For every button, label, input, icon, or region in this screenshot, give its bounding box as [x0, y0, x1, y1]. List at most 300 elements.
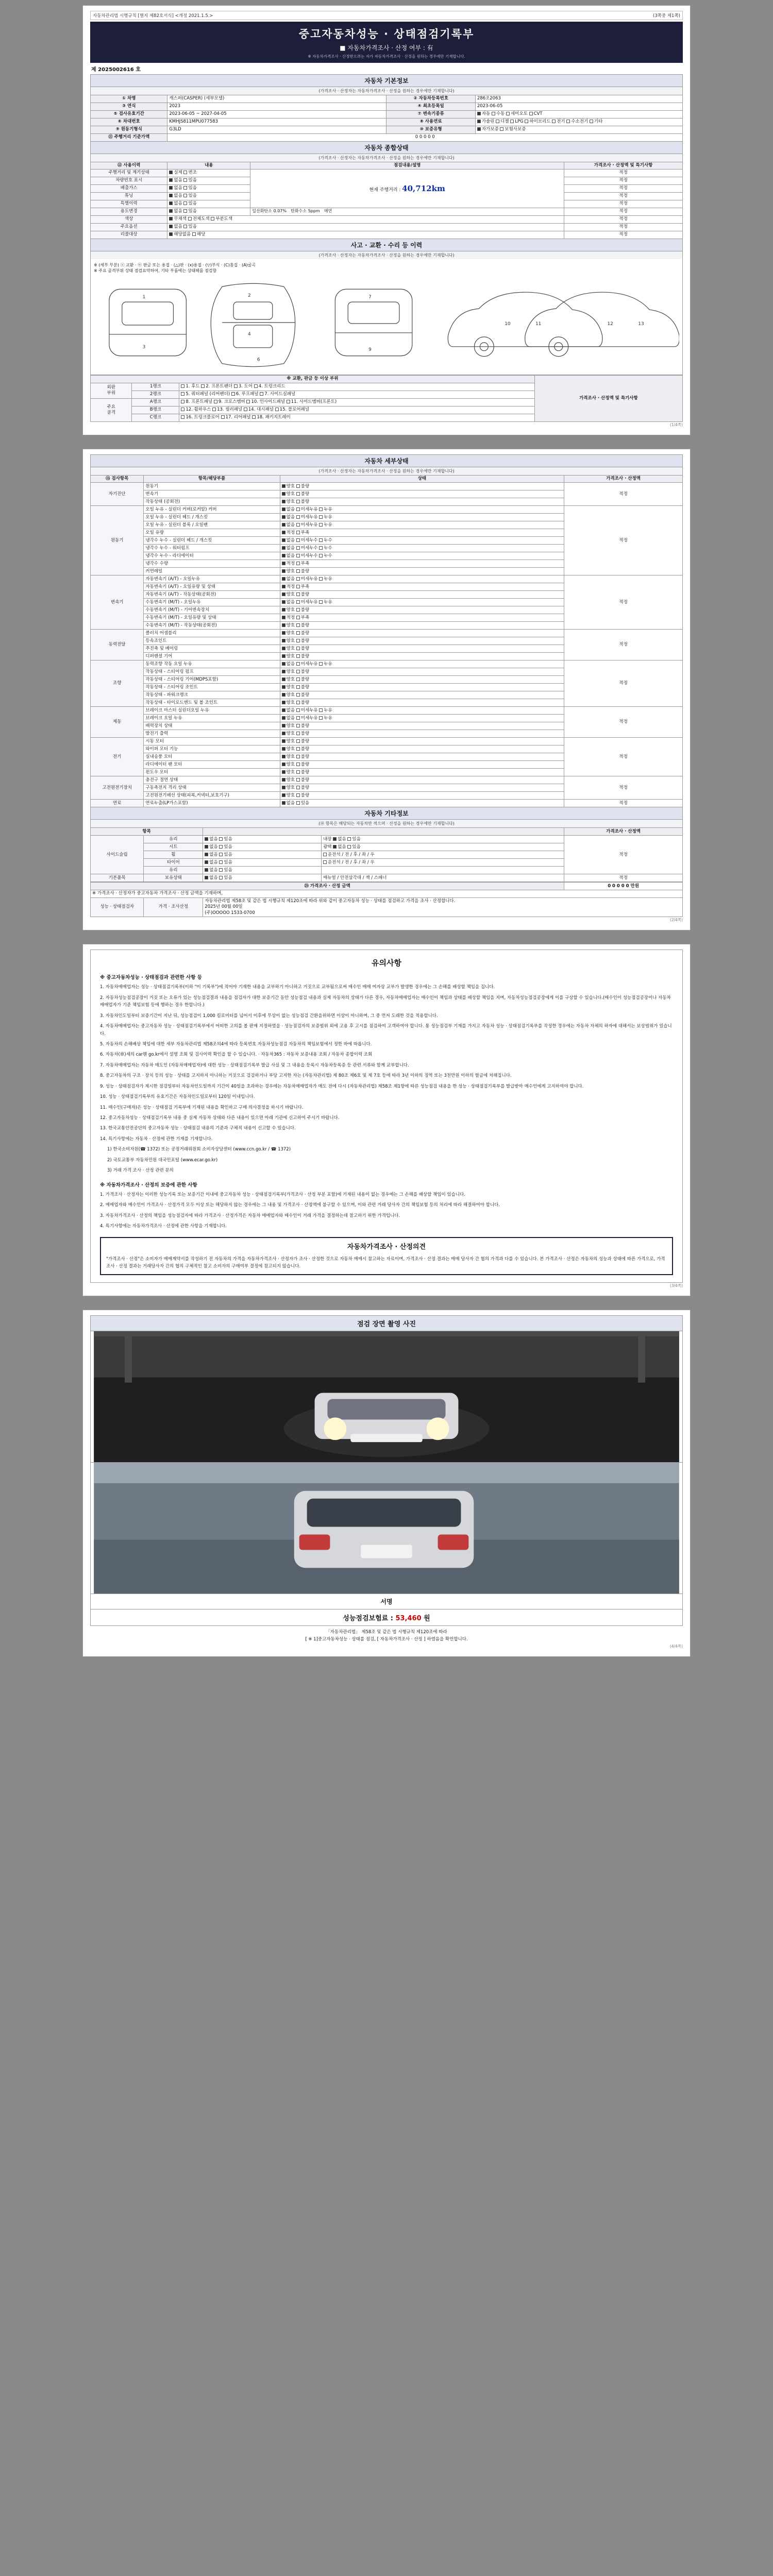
checkbox-1-3-0[interactable]	[282, 531, 285, 534]
document-number	[91, 65, 683, 73]
checkbox-6-4-0[interactable]	[282, 770, 285, 774]
checkbox-side-member[interactable]	[287, 400, 290, 403]
checkbox-1-8-1[interactable]	[296, 569, 300, 573]
checkbox-0-2-0[interactable]	[282, 500, 285, 503]
table-row	[91, 800, 683, 807]
checkbox-2-1-0[interactable]	[282, 585, 285, 588]
etc-note-2: 적정	[564, 874, 683, 882]
checkbox-1-6-2[interactable]	[319, 554, 323, 557]
notice-item: 9. 성능 · 상태점검자가 제시한 점검일부터 자동차인도일까지 기간이 40일을 초과하는 경우에는 자동차매매업자가 매도 전에 다시 (자동차관리법) 제58조 제1항에 따른 성능점검 내용을 한 성능 · 상태점검기록부를 발급받아 매수인에게 고지하여야 합니다.	[100, 1083, 584, 1089]
detail-group-5: 제동	[91, 707, 144, 738]
detail-group-note-8: 적정	[564, 800, 683, 807]
checkbox-fuel-h2[interactable]	[566, 120, 570, 123]
checkbox-cross-member[interactable]	[214, 400, 217, 403]
checkbox-fuel-lpg[interactable]	[510, 120, 514, 123]
notice-item: 1. 가격조사 · 산정자는 이러한 성능기록 또는 보증기간 이내에 중고자동차 성능 · 상태점검기록부(가격조사 · 산정 부분 포함)에 기재된 내용이 없는 경우에는 그 손해를 배상할 책임이 있습니다.	[100, 1192, 465, 1197]
etc-row-extra-1: 광택 없음 있음	[322, 843, 564, 851]
checkbox-6-2-0[interactable]	[282, 755, 285, 758]
checkbox-1-1-0[interactable]	[282, 515, 285, 519]
checkbox-1-3-1[interactable]	[296, 531, 300, 534]
checkbox-side-sill[interactable]	[260, 392, 263, 396]
detail-part: 작동상태 (공회전)	[144, 498, 280, 506]
detail-part: 원동기	[144, 483, 280, 490]
etc-row-extra-2	[322, 851, 564, 859]
notice-item: 5. 자동차의 손해배상 책임에 대한 세부 자동차관리법 제58조의4에 따라 등록번호 자동차성능점검 자동차의 책임보험에서 정한 바에 따릅니다.	[100, 1041, 372, 1047]
overall-row-opt-6: 무채색 전체도색 부분도색	[167, 215, 564, 223]
overall-header-2: 점검내용/설명	[250, 162, 564, 169]
checkbox-1-2-0[interactable]	[282, 523, 285, 527]
checkbox-door[interactable]	[234, 384, 238, 388]
checkbox-8-0-1[interactable]	[296, 801, 300, 805]
checkbox-history-none[interactable]	[169, 201, 173, 205]
checkbox-7-1-0[interactable]	[282, 786, 285, 789]
price-note-0: ※ 가격조사 · 산정자가 중고자동차 가격조사 · 산정 금액을 기재하며,	[91, 890, 683, 897]
rank-1-items: 1. 후드 2. 프론트팬더 3. 도어 4. 트렁크리드	[179, 383, 534, 391]
checkbox-mileage-altered[interactable]	[183, 171, 187, 174]
detail-state-cell: 적정 부족	[280, 583, 564, 591]
checkbox-2-3-0[interactable]	[282, 600, 285, 604]
section-overall-subtitle: (가격조사 · 산정자는 자동차가격조사 · 산정을 원하는 경우에만 기재합니다)	[90, 154, 683, 162]
checkbox-trans-manual[interactable]	[492, 112, 495, 115]
overall-row-label-1: 차량번호 표시	[91, 177, 167, 184]
checkbox-fuel-etc[interactable]	[590, 120, 593, 123]
section-detail-subtitle: (가격조사 · 산정자는 자동차가격조사 · 산정을 원하는 경우에만 기재합니다)	[90, 467, 683, 475]
insurance-fee-unit: 원	[424, 1615, 430, 1623]
detail-state-cell: 없음 미세누유 누유	[280, 506, 564, 514]
checkbox-4-5-1[interactable]	[296, 701, 300, 704]
checkbox-glass2-yes[interactable]	[219, 868, 223, 872]
notice-item: 2. 자동차성능점검공장이 거짓 또는 오류가 있는 성능점검결과 내용을 점검자가 대한 보증기간 동안 성능점검 내용과 실제 자동차의 상태가 다른 경우, 자동차매매업자는 매수인이 책임과 상태를 배상할 책임을 지며, 자동차성능점검공장에게 이를 구상할 수 있습니다.(매수인이 성능점검공장이나 자동차매매업자가 기준 책임보험 등에 행하는 경우 한합니다.)	[100, 995, 671, 1008]
checkbox-4-0-1[interactable]	[296, 662, 300, 666]
detail-state-cell: 양호 불량	[280, 745, 564, 753]
detail-state-cell: 양호 불량	[280, 622, 564, 630]
checkbox-seat-none[interactable]	[205, 845, 208, 849]
checkbox-3-0-1[interactable]	[296, 631, 300, 635]
checkbox-4-4-1[interactable]	[296, 693, 300, 697]
table-row	[91, 506, 683, 514]
section-basic-title: 자동차 기본정보	[90, 74, 683, 87]
value-regno: 286조2063	[475, 95, 682, 103]
checkbox-7-2-1[interactable]	[296, 793, 300, 797]
checkbox-2-4-1[interactable]	[296, 608, 300, 612]
etc-note: 적정	[564, 836, 683, 874]
checkbox-0-1-0[interactable]	[282, 492, 285, 496]
checkbox-interior-none[interactable]	[333, 837, 337, 841]
overall-header-1: 내용	[167, 162, 250, 169]
detail-part: 와이퍼 모터 기능	[144, 745, 280, 753]
checkbox-1-2-2[interactable]	[319, 523, 323, 527]
checkbox-1-5-0[interactable]	[282, 546, 285, 550]
checkbox-2-2-0[interactable]	[282, 592, 285, 596]
checkbox-1-0-0[interactable]	[282, 507, 285, 511]
notice-item: 14. 특기사항에는 자동차 · 산정에 관한 기재를 기재합니다.	[100, 1136, 213, 1142]
checkbox-3-3-0[interactable]	[282, 654, 285, 658]
overall-emission-cell	[250, 208, 564, 215]
checkbox-wheel-yes[interactable]	[219, 853, 223, 856]
checkbox-2-6-1[interactable]	[296, 623, 300, 627]
checkbox-5-0-0[interactable]	[282, 708, 285, 712]
checkbox-trans-auto[interactable]	[477, 112, 481, 115]
checkbox-1-2-1[interactable]	[296, 523, 300, 527]
checkbox-4-5-0[interactable]	[282, 701, 285, 704]
detail-group-8: 연료	[91, 800, 144, 807]
etc-row-label-5: 보유상태	[144, 874, 203, 882]
checkbox-glass-yes[interactable]	[219, 837, 223, 841]
checkbox-fuel-gasoline[interactable]	[477, 120, 481, 123]
form-page-ref: (3쪽중 제1쪽)	[653, 13, 680, 19]
checkbox-trunk-lid[interactable]	[254, 384, 258, 388]
checkbox-2-0-0[interactable]	[282, 577, 285, 581]
checkbox-2-6-0[interactable]	[282, 623, 285, 627]
detail-part: 오일 누유 - 실린더 헤드 / 개스킷	[144, 514, 280, 521]
checkbox-rear-panel[interactable]	[221, 415, 225, 419]
accident-frame-header: ※ 교환, 판금 등 이상 부위	[91, 375, 535, 383]
checkbox-2-5-1[interactable]	[296, 616, 300, 619]
checkbox-7-0-1[interactable]	[296, 778, 300, 782]
emission-smoke-label: 매연	[324, 209, 332, 214]
etc-header-0: 항목	[91, 828, 203, 836]
label-odo: ⑪ 주행거리 기준가액	[91, 133, 167, 141]
svg-text:1: 1	[142, 295, 146, 300]
detail-part: 커먼레일	[144, 568, 280, 575]
checkbox-inside-panel[interactable]	[246, 400, 250, 403]
label-regno: ② 자동차등록번호	[386, 95, 475, 103]
overall-row-label-5: 용도변경	[91, 208, 167, 215]
checkbox-5-2-1[interactable]	[296, 724, 300, 727]
overall-mileage-cell: 현재 주행거리 : 40,712km	[250, 169, 564, 208]
rank-c-items: 16. 트렁크플로어 17. 리어패널 18. 패키지트레이	[179, 414, 534, 421]
group-outer-panel: 외판 부위	[91, 383, 132, 398]
detail-state-cell: 적정 부족	[280, 529, 564, 537]
checkbox-5-1-0[interactable]	[282, 716, 285, 720]
checkbox-4-2-0[interactable]	[282, 677, 285, 681]
checkbox-8-0-0[interactable]	[282, 801, 285, 805]
detail-group-note-5: 적정	[564, 707, 683, 738]
checkbox-2-3-2[interactable]	[319, 600, 323, 604]
checkbox-0-1-1[interactable]	[296, 492, 300, 496]
etc-row-extra-4	[322, 867, 564, 874]
checkbox-2-2-1[interactable]	[296, 592, 300, 596]
table-row	[91, 738, 683, 745]
value-odo: 0 0 0 0 0	[167, 133, 683, 141]
checkbox-wheel-none[interactable]	[205, 853, 208, 856]
checkbox-glass-none[interactable]	[205, 837, 208, 841]
checkbox-5-0-2[interactable]	[319, 708, 323, 712]
detail-part: 작동상태 - 스티어링 펌프	[144, 668, 280, 676]
checkbox-3-0-0[interactable]	[282, 631, 285, 635]
checkbox-5-1-1[interactable]	[296, 716, 300, 720]
notice-item: 8. 중고자동차의 구조 · 장치 등의 성능 · 상태를 고지하지 아니하는 거짓으로 검검하거나 부당 고지한 자는 (자동차관리법) 제 80조 제6호 및 제 7호 등에 따라 3년 이하의 징역 또는 3천만원 이하의 벌금에 처해집니다.	[100, 1073, 512, 1079]
value-engine: G3LD	[167, 126, 386, 133]
checkbox-usechange-yes[interactable]	[183, 209, 187, 213]
rank-a-label: A랭크	[132, 398, 179, 406]
detail-part: 자동변속기 (A/T) - 오일유량 및 상태	[144, 583, 280, 591]
checkbox-polish-none[interactable]	[333, 845, 337, 849]
checkbox-7-2-0[interactable]	[282, 793, 285, 797]
checkbox-trans-semi[interactable]	[506, 112, 510, 115]
checkbox-fuel-diesel[interactable]	[496, 120, 499, 123]
checkbox-6-3-1[interactable]	[296, 762, 300, 766]
notice-item: 7. 자동차매매업자는 자동차 매도인 (자동차매매업자)에 대한 성능 · 상태점검기록부 발급 사실 및 그 내용을 등록시 자동차등록증 등 관련 서류와 함께 교부합니다.	[100, 1062, 409, 1068]
detail-state-cell: 없음 미세누수 누수	[280, 545, 564, 552]
etc-row-label-2: 휠	[144, 851, 203, 859]
svg-text:7: 7	[368, 295, 372, 300]
checkbox-7-1-1[interactable]	[296, 786, 300, 789]
detail-part: 오일 유량	[144, 529, 280, 537]
detail-state-cell: 양호 불량	[280, 498, 564, 506]
checkbox-2-1-1[interactable]	[296, 585, 300, 588]
detail-part: 연료누출(LP가스포함)	[144, 800, 280, 807]
svg-text:9: 9	[368, 347, 372, 352]
checkbox-1-7-0[interactable]	[282, 562, 285, 565]
notice-item: 3. 자동차인도일부터 보증기간이 지난 뒤, 성능점검이 1,000 킬로미터를 넘어서 이후에 무상이 없는 성능점검 간환을위하면 이상이 아니하며, 그 중 먼저 도래한 것을 적용합니다.	[100, 1013, 438, 1019]
table-row	[91, 575, 683, 583]
checkbox-2-3-1[interactable]	[296, 600, 300, 604]
etc-row-extra-3	[322, 859, 564, 867]
footer-line-1: 「자동차관리법」 제58조 및 같은 법 시행규칙 제120조에 따라	[326, 1630, 447, 1635]
overall-row-label-4: 특별이력	[91, 200, 167, 208]
checkbox-tire-pos[interactable]	[323, 860, 327, 864]
checkbox-1-0-2[interactable]	[319, 507, 323, 511]
checkbox-2-4-0[interactable]	[282, 608, 285, 612]
detail-state-cell: 없음 미세누유 누유	[280, 660, 564, 668]
checkbox-wheel-house[interactable]	[181, 408, 184, 411]
value-year: 2023	[167, 103, 386, 110]
checkbox-5-0-1[interactable]	[296, 708, 300, 712]
checkbox-color-partial[interactable]	[211, 217, 214, 221]
checkbox-3-2-0[interactable]	[282, 647, 285, 650]
checkbox-basic-yes[interactable]	[219, 876, 223, 879]
checkbox-0-0-1[interactable]	[296, 484, 300, 488]
checkbox-4-3-0[interactable]	[282, 685, 285, 689]
checkbox-5-3-1[interactable]	[296, 732, 300, 735]
checkbox-6-1-0[interactable]	[282, 747, 285, 751]
checkbox-1-0-1[interactable]	[296, 507, 300, 511]
checkbox-trunk-floor[interactable]	[181, 415, 184, 419]
checkbox-4-3-1[interactable]	[296, 685, 300, 689]
detail-part: 냉각수 누수 - 실린더 헤드 / 개스킷	[144, 537, 280, 545]
checkbox-warranty-insurer[interactable]	[500, 127, 503, 131]
checkbox-seat-yes[interactable]	[219, 845, 223, 849]
svg-text:2: 2	[247, 293, 251, 299]
checkbox-fuel-hybrid[interactable]	[525, 120, 528, 123]
checkbox-wheel-pos[interactable]	[323, 853, 327, 856]
checkbox-1-6-1[interactable]	[296, 554, 300, 557]
detail-state-cell: 양호 불량	[280, 792, 564, 800]
document-title-note: ※ 자동차가격조사 · 산정받으려는 자가 자동차가격조사 · 산정을 원하는 경우에만 기재합니다.	[308, 54, 465, 59]
notice-item-list	[100, 984, 673, 1143]
checkbox-1-4-0[interactable]	[282, 538, 285, 542]
detail-part: 오일 누유 - 실린더 블록 / 오일팬	[144, 521, 280, 529]
etc-row-label-0: 유리	[144, 836, 203, 843]
overall-row-opt-3: 없음 있음	[167, 192, 250, 200]
checkbox-tuning-yes[interactable]	[183, 194, 187, 197]
checkbox-option-yes[interactable]	[183, 225, 187, 228]
signature-bar: 서명	[90, 1594, 683, 1609]
checkbox-hood[interactable]	[181, 384, 184, 388]
notice-item: 3. 자동차가격조사 · 산정의 책임을 성능점검자에 따라 가격조사 · 산정가격은 자동차 매매업자와 매수인이 거래 가격을 결정하는데 참고하기 위한 가격입니다.	[100, 1213, 400, 1218]
checkbox-5-1-2[interactable]	[319, 716, 323, 720]
checkbox-0-2-1[interactable]	[296, 500, 300, 503]
detail-group-7: 고전원전기장치	[91, 776, 144, 800]
price-phone: 1533-0700	[231, 910, 255, 916]
insurance-fee-bar	[90, 1609, 683, 1626]
car-diagram	[94, 274, 679, 371]
detail-header-2: 상태	[280, 475, 564, 482]
detail-part: 작동상태 - 스티어링 조인트	[144, 684, 280, 691]
checkbox-mileage-actual[interactable]	[169, 171, 173, 174]
price-note-1	[203, 897, 683, 917]
checkbox-1-1-2[interactable]	[319, 515, 323, 519]
svg-text:6: 6	[257, 357, 260, 363]
checkbox-warranty-self[interactable]	[477, 127, 481, 131]
checkbox-front-fender[interactable]	[201, 384, 205, 388]
detail-part: 수동변속기 (M/T) - 오일유량 및 상태	[144, 614, 280, 622]
detail-part: 라디에이터 팬 모터	[144, 761, 280, 769]
value-carname: 캐스퍼(CASPER) (세부모델)	[167, 95, 386, 103]
etc-row-label-1: 시트	[144, 843, 203, 851]
checkbox-dash-panel[interactable]	[244, 408, 247, 411]
checkbox-interior-yes[interactable]	[347, 837, 351, 841]
overall-row-opt-0: 실제 변조	[167, 169, 250, 177]
detail-state-cell: 양호 불량	[280, 568, 564, 575]
checkbox-3-2-1[interactable]	[296, 647, 300, 650]
checkbox-7-0-0[interactable]	[282, 778, 285, 782]
checkbox-tire-none[interactable]	[205, 860, 208, 864]
checkbox-4-0-0[interactable]	[282, 662, 285, 666]
checkbox-3-3-1[interactable]	[296, 654, 300, 658]
photo-rear	[90, 1463, 683, 1594]
checkbox-4-0-2[interactable]	[319, 662, 323, 666]
checkbox-pillar-panel[interactable]	[212, 408, 216, 411]
checkbox-3-1-0[interactable]	[282, 639, 285, 642]
checkbox-1-4-2[interactable]	[319, 538, 323, 542]
footer-note	[90, 1629, 683, 1643]
checkbox-recall-yes[interactable]	[192, 232, 196, 236]
emission-co-value: 0.07%	[273, 209, 287, 214]
insurance-fee-value: 53,460	[395, 1615, 422, 1623]
notice-item: 3) 거래 가격 조사 · 산정 관련 문의	[107, 1168, 174, 1174]
checkbox-6-0-0[interactable]	[282, 739, 285, 743]
page-tag-3: (3/4쪽)	[669, 1283, 683, 1289]
checkbox-recall-na[interactable]	[169, 232, 173, 236]
price-opinion-title: 자동차가격조사 · 산정의견	[347, 1243, 426, 1251]
checkbox-basic-none[interactable]	[205, 876, 208, 879]
checkbox-plate-ng[interactable]	[183, 178, 187, 182]
detail-part: 시동 모터	[144, 738, 280, 745]
checkbox-1-4-1[interactable]	[296, 538, 300, 542]
checkbox-6-0-1[interactable]	[296, 739, 300, 743]
checkbox-2-0-2[interactable]	[319, 577, 323, 581]
detail-part: 브레이크 마스터 실린더오일 누유	[144, 707, 280, 715]
detail-group-note-4: 적정	[564, 660, 683, 707]
notice-item: 2) 국토교통부 자동차민원 대국민포털 (www.ecar.go.kr)	[107, 1157, 218, 1163]
notice-item: 10. 성능 · 상태점검기록부의 유효기간은 자동차인도일로부터 120일 이내입니다.	[100, 1094, 255, 1100]
checkbox-1-5-2[interactable]	[319, 546, 323, 550]
checkbox-4-4-0[interactable]	[282, 693, 285, 697]
checkbox-1-6-0[interactable]	[282, 554, 285, 557]
detail-part: 디퍼렌셜 기어	[144, 653, 280, 660]
detail-group-note-7: 적정	[564, 776, 683, 800]
detail-part: 수동변속기 (M/T) - 기어변속장치	[144, 606, 280, 614]
checkbox-color-full[interactable]	[188, 217, 192, 221]
etc-row-extra-0: 내장 없음 있음	[322, 836, 564, 843]
checkbox-usechange-none[interactable]	[169, 209, 173, 213]
overall-note-3: 적정	[564, 192, 683, 200]
checkbox-0-0-0[interactable]	[282, 484, 285, 488]
checkbox-5-2-0[interactable]	[282, 724, 285, 727]
checkbox-6-1-1[interactable]	[296, 747, 300, 751]
notice-item-list-2	[100, 1191, 673, 1230]
checkbox-floor-panel[interactable]	[275, 408, 279, 411]
detail-group-note-1: 적정	[564, 506, 683, 575]
checkbox-roof-panel[interactable]	[231, 392, 235, 396]
checkbox-quarter-panel[interactable]	[181, 392, 184, 396]
overall-header-0: ⑫ 사용이력	[91, 162, 167, 169]
overall-row-opt-5: 없음 있음	[167, 208, 250, 215]
checkbox-1-5-1[interactable]	[296, 546, 300, 550]
checkbox-2-5-0[interactable]	[282, 616, 285, 619]
checkbox-6-3-0[interactable]	[282, 762, 285, 766]
checkbox-tuning-none[interactable]	[169, 194, 173, 197]
checkbox-6-4-1[interactable]	[296, 770, 300, 774]
checkbox-1-8-0[interactable]	[282, 569, 285, 573]
detail-group-note-2: 적정	[564, 575, 683, 630]
checkbox-fuel-ev[interactable]	[552, 120, 556, 123]
checkbox-option-none[interactable]	[169, 225, 173, 228]
etc-row-opt-1: 없음 있음	[203, 843, 322, 851]
overall-note-2: 적정	[564, 184, 683, 192]
checkbox-emission-ok[interactable]	[169, 186, 173, 190]
emission-hc-label: 탄화수소	[291, 209, 307, 214]
price-opinion-text: "가격조사 · 산정"은 소비자가 매매계약서를 작성하기 전 자동차의 가격을 자동차가격조사 · 산정자가 조사 · 산정한 것으로 자동차 매매시 참고하는 자료이며, 가격조사 · 산정 결과는 매매 당사자 간 협의 가격과 다를 수 있습니다. 본 가격조사 · 산정은 자동차의 성능과 상태에 따른 가격으로, 가격조사 · 산정 결과는 거래당사자 간의 협의 구체적인 참고 소비자의 구매여부 결정에 참고되지 않습니다.	[106, 1257, 665, 1269]
label-vin: ⑥ 차대번호	[91, 118, 167, 126]
detail-group-0: 자기진단	[91, 483, 144, 506]
checkbox-6-2-1[interactable]	[296, 755, 300, 758]
checkbox-emission-ng[interactable]	[183, 186, 187, 190]
checkbox-tire-yes[interactable]	[219, 860, 223, 864]
overall-row-label-6: 색상	[91, 215, 167, 223]
checkbox-4-1-0[interactable]	[282, 670, 285, 673]
checkbox-2-0-1[interactable]	[296, 577, 300, 581]
checkbox-package-tray[interactable]	[252, 415, 256, 419]
checkbox-front-panel[interactable]	[181, 400, 184, 403]
detail-part: 수동변속기 (M/T) - 작동상태(공회전)	[144, 622, 280, 630]
checkbox-5-3-0[interactable]	[282, 732, 285, 735]
checkbox-glass2-none[interactable]	[205, 868, 208, 872]
checkbox-history-yes[interactable]	[183, 201, 187, 205]
svg-text:11: 11	[535, 321, 542, 327]
checkbox-plate-ok[interactable]	[169, 178, 173, 182]
overall-note-6: 적정	[564, 215, 683, 223]
detail-state-cell: 양호 불량	[280, 776, 564, 784]
label-inspect: ⑤ 검사유효기간	[91, 110, 167, 118]
checkbox-4-2-1[interactable]	[296, 677, 300, 681]
svg-text:12: 12	[607, 321, 613, 327]
checkbox-trans-cvt[interactable]	[529, 112, 533, 115]
checkbox-3-1-1[interactable]	[296, 639, 300, 642]
checkbox-4-1-1[interactable]	[296, 670, 300, 673]
value-firstreg: 2023-06-05	[475, 103, 682, 110]
detail-state-cell: 양호 불량	[280, 761, 564, 769]
price-table	[90, 882, 683, 917]
checkbox-1-1-1[interactable]	[296, 515, 300, 519]
checkbox-1-7-1[interactable]	[296, 562, 300, 565]
value-vin: KMHJS811MPU077583	[167, 118, 386, 126]
checkbox-polish-yes[interactable]	[347, 845, 351, 849]
checkbox-color-original[interactable]	[169, 217, 173, 221]
detail-state-cell: 없음 미세누유 누유	[280, 715, 564, 722]
